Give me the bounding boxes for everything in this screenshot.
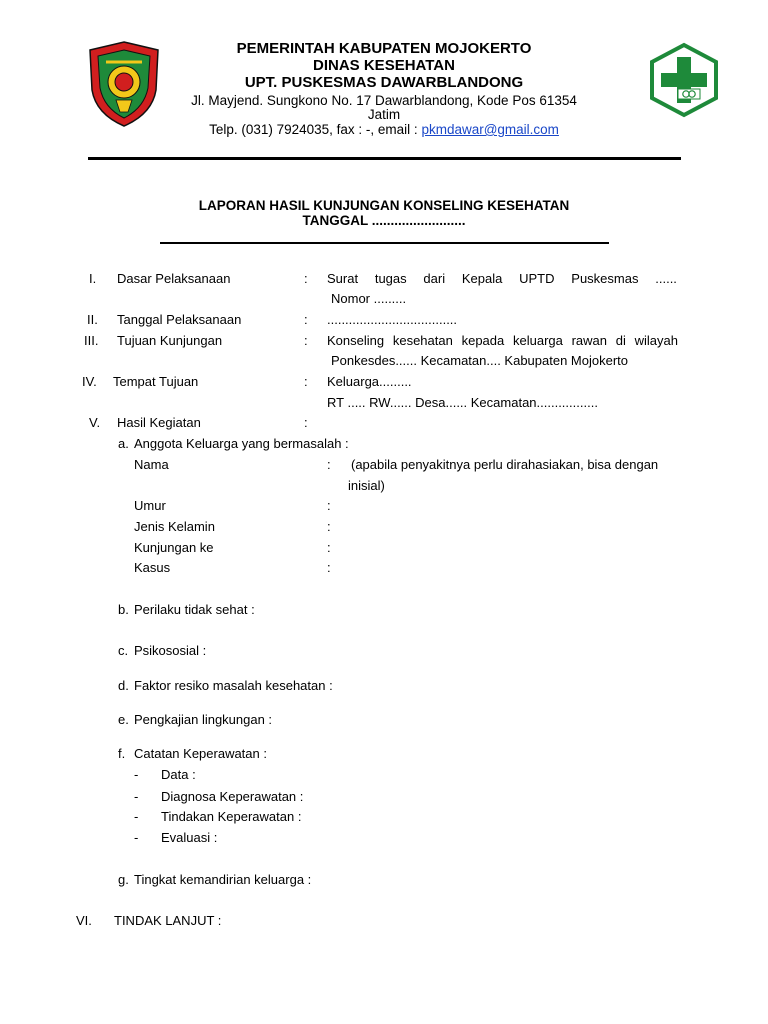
letterhead-province: Jatim bbox=[367, 107, 401, 122]
section-label: Tempat Tujuan bbox=[113, 374, 199, 389]
section-value-line2: Nomor ......... bbox=[331, 291, 407, 306]
section-colon: : bbox=[304, 312, 308, 327]
section-value bbox=[327, 271, 677, 287]
section-label: TINDAK LANJUT : bbox=[114, 913, 222, 928]
bullet-dash: - bbox=[134, 809, 139, 824]
bullet-item: Tindakan Keperawatan : bbox=[161, 809, 302, 824]
section-number: VI. bbox=[76, 913, 92, 928]
field-label-kasus: Kasus bbox=[134, 560, 171, 575]
field-colon: : bbox=[327, 560, 331, 575]
section-colon: : bbox=[304, 333, 308, 348]
section-label: Hasil Kegiatan bbox=[117, 415, 201, 430]
word: Kepala bbox=[461, 271, 503, 286]
letterhead-address: Jl. Mayjend. Sungkono No. 17 Dawarblandong, Kode Pos 61354 bbox=[191, 93, 577, 108]
section-colon: : bbox=[304, 415, 308, 430]
section-value: Keluarga......... bbox=[327, 374, 412, 389]
item-letter: g. bbox=[118, 872, 129, 887]
section-label: Tanggal Pelaksanaan bbox=[117, 312, 242, 327]
title-underline bbox=[160, 242, 609, 244]
section-colon: : bbox=[304, 374, 308, 389]
email-link[interactable]: pkmdawar@gmail.com bbox=[421, 122, 559, 137]
field-colon: : bbox=[327, 540, 331, 555]
bullet-dash: - bbox=[134, 789, 139, 804]
bullet-dash: - bbox=[134, 830, 139, 845]
bullet-item: Diagnosa Keperawatan : bbox=[161, 789, 304, 804]
field-note-line2: inisial) bbox=[348, 478, 385, 493]
item-letter: e. bbox=[118, 712, 129, 727]
word: UPTD bbox=[519, 271, 555, 286]
word: Puskesmas bbox=[571, 271, 639, 286]
section-value: .................................... bbox=[327, 312, 458, 327]
section-label: Dasar Pelaksanaan bbox=[117, 271, 231, 286]
field-label-jenis-kelamin: Jenis Kelamin bbox=[134, 519, 215, 534]
field-colon: : bbox=[327, 498, 331, 513]
field-colon: : bbox=[327, 457, 331, 472]
item-label: Anggota Keluarga yang bermasalah : bbox=[134, 436, 349, 451]
word: tugas bbox=[374, 271, 407, 286]
section-number: III. bbox=[84, 333, 99, 348]
item-letter: c. bbox=[118, 643, 129, 658]
bullet-item: Evaluasi : bbox=[161, 830, 218, 845]
letterhead-government: PEMERINTAH KABUPATEN MOJOKERTO bbox=[236, 40, 532, 57]
field-note: (apabila penyakitnya perlu dirahasiakan, bisa dengan bbox=[351, 457, 659, 472]
letterhead-contact bbox=[144, 122, 624, 138]
contact-prefix: Telp. (031) 7924035, fax : -, email : bbox=[209, 122, 422, 137]
section-number: V. bbox=[89, 415, 101, 430]
word: Surat bbox=[327, 271, 359, 286]
bullet-dash: - bbox=[134, 767, 139, 782]
item-letter: f. bbox=[118, 746, 126, 761]
item-label: Perilaku tidak sehat : bbox=[134, 602, 255, 617]
bullet-item: Data : bbox=[161, 767, 196, 782]
word: ...... bbox=[655, 271, 677, 286]
section-number: I. bbox=[89, 271, 97, 286]
item-label: Tingkat kemandirian keluarga : bbox=[134, 872, 312, 887]
report-title: LAPORAN HASIL KUNJUNGAN KONSELING KESEHATAN bbox=[198, 198, 570, 213]
item-letter: a. bbox=[118, 436, 129, 451]
item-label: Psikososial : bbox=[134, 643, 207, 658]
section-number: II. bbox=[87, 312, 98, 327]
item-letter: b. bbox=[118, 602, 129, 617]
item-letter: d. bbox=[118, 678, 129, 693]
field-colon: : bbox=[327, 519, 331, 534]
item-label: Catatan Keperawatan : bbox=[134, 746, 267, 761]
field-label-umur: Umur bbox=[134, 498, 166, 513]
section-number: IV. bbox=[82, 374, 97, 389]
letterhead-department: DINAS KESEHATAN bbox=[313, 57, 455, 74]
section-value-line2: RT ..... RW...... Desa...... Kecamatan................. bbox=[327, 395, 598, 410]
letterhead-unit: UPT. PUSKESMAS DAWARBLANDONG bbox=[244, 74, 524, 91]
section-value: Konseling kesehatan kepada keluarga rawan di wilayah bbox=[327, 333, 678, 348]
section-value-line2: Ponkesdes...... Kecamatan.... Kabupaten Mojokerto bbox=[331, 353, 629, 368]
field-label-kunjungan: Kunjungan ke bbox=[134, 540, 214, 555]
item-label: Pengkajian lingkungan : bbox=[134, 712, 273, 727]
item-label: Faktor resiko masalah kesehatan : bbox=[134, 678, 333, 693]
word: dari bbox=[423, 271, 446, 286]
field-label-nama: Nama bbox=[134, 457, 169, 472]
section-label: Tujuan Kunjungan bbox=[117, 333, 223, 348]
section-colon: : bbox=[304, 271, 308, 286]
right-logo bbox=[648, 42, 720, 118]
letterhead-divider bbox=[88, 157, 681, 160]
puskesmas-logo-icon bbox=[648, 42, 720, 118]
report-date: TANGGAL ......................... bbox=[302, 213, 466, 228]
